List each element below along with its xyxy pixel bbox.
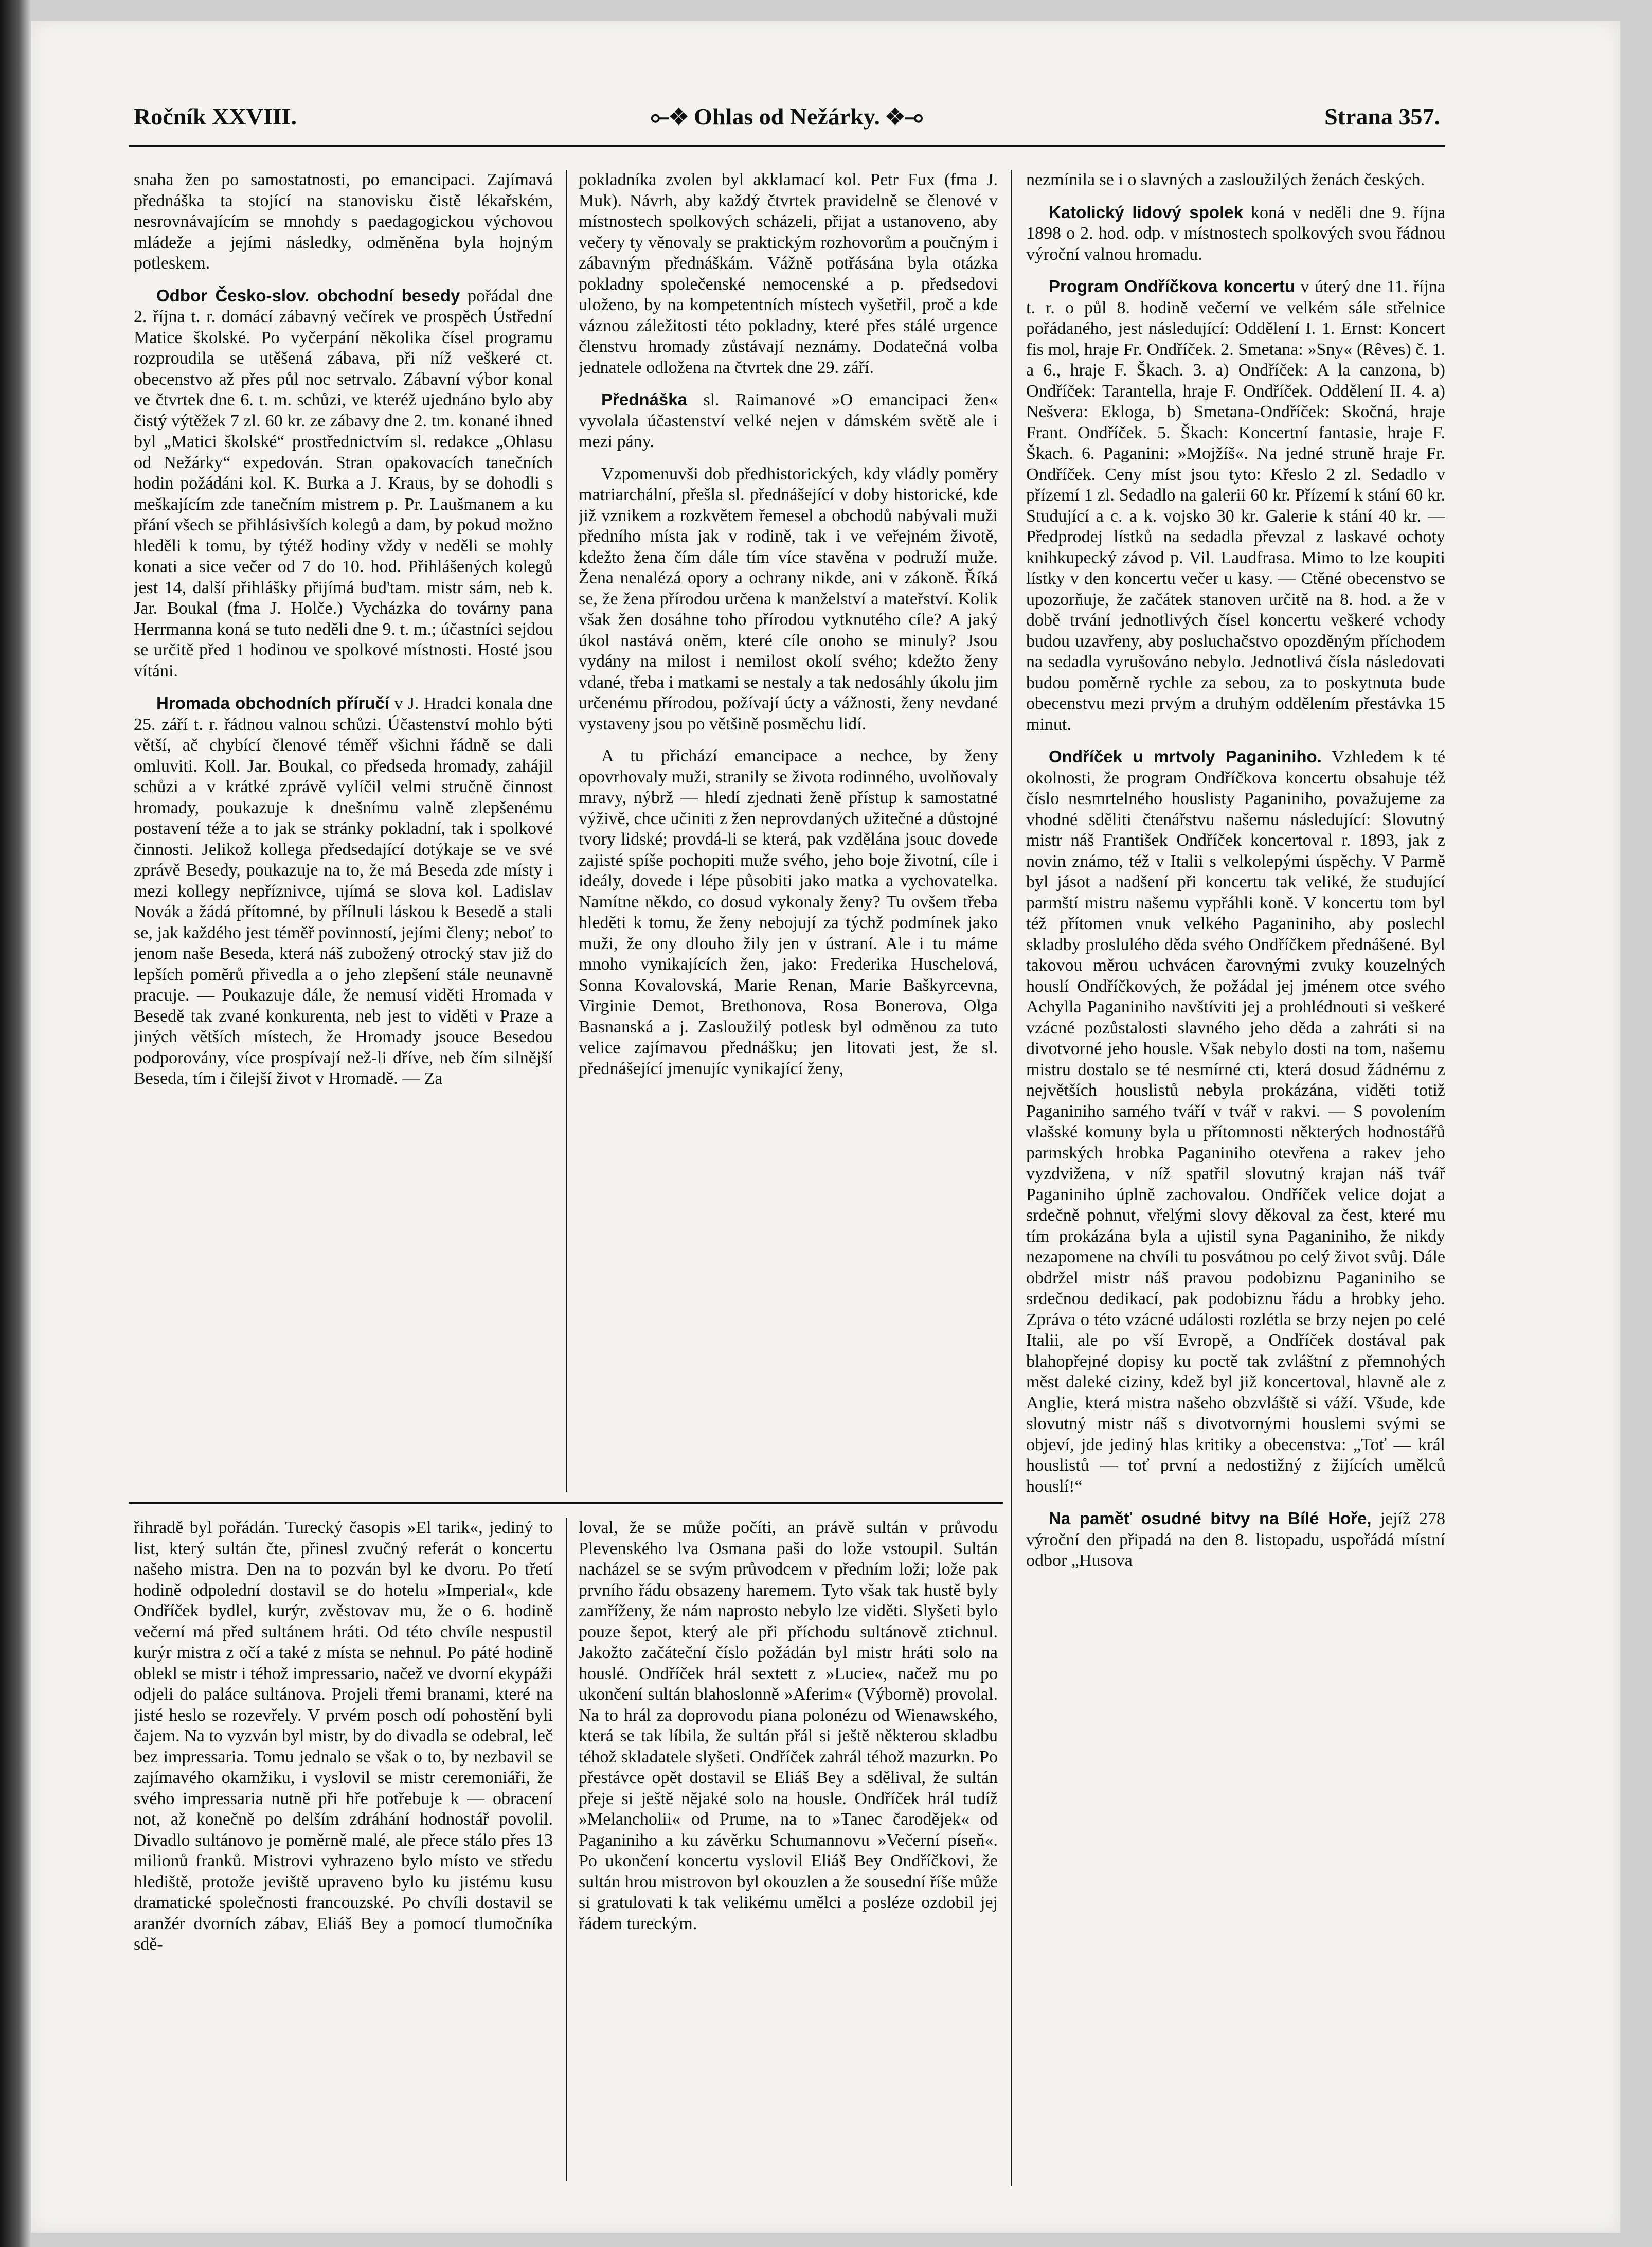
article-text: pokladníka zvolen byl akklamací kol. Petr Fux (fma J. Muk). Návrh, aby každý čtvrtek pravidelně se členové v místnostech spolkových scházeli, přijat a ustanoveno, aby večery ty věnovaly se praktickým rozhovorům a poučným i zábavným přednáškám. Vážně potřásána byla otázka pokladny společenské nemocenské a p. předsedovi uloženo, by na kompetentních místech vyšetřil, proč a kde váznou záležitosti této pokladny, které přes stálé urgence členstvu hromady zůstávají neznámy. Dodatečná volba jednatele odložena na čtvrtek dne 29. září. — [579, 170, 998, 377]
column-divider-2 — [1011, 170, 1012, 2186]
column-divider-1 — [566, 170, 567, 1492]
article-paragraph — [134, 1518, 553, 1955]
bottom-column-1 — [134, 1518, 553, 2181]
article-heading: Hromada obchodních příručí — [156, 693, 389, 712]
page-spine — [0, 0, 31, 2247]
volume-label: Ročník XXVIII. — [134, 103, 297, 130]
ornament-right-icon: ❖⊸ — [879, 103, 924, 130]
article-paragraph — [1026, 276, 1445, 735]
column-1 — [134, 170, 553, 1492]
article-text: sl. Raimanové »O emancipaci žen« vyvolala účastenství velké nejen v dámském světě ale i mezi pány. — [579, 390, 998, 451]
article-paragraph — [579, 1518, 998, 1934]
article-paragraph — [579, 464, 998, 735]
article-heading: Na paměť osudné bitvy na Bílé Hoře, — [1049, 1509, 1372, 1528]
article-text: pořádal dne 2. října t. r. domácí zábavný večírek ve prospěch Ústřední Matice školské. Po vyčerpání několika čísel programu rozproudila se utěšená zábava, při níž veškeré ct. obecenstvo až přes půl noc setrvalo. Zábavní výbor konal ve čtvrtek dne 6. t. m. schůzi, ve kteréž ujednáno bylo aby čistý výtěžek 7 zl. 60 kr. ze zábavy dne 2. tm. konané ihned byl „Matici školské“ prostřednictvím sl. redakce „Ohlasu od Nežárky“ expedován. Stran opakovacích tanečních hodin požádáni kol. K. Burka a J. Kraus, by se dohodli s meškajícím zde tanečním mistrem p. Pr. Laušmanem a ku přání všech se přihlásivších kolegů a dam, by pokud možno hleděli k tomu, by týtéž hodiny vždy v neděli se mohly konati a sice večer od 7 do 10. hod. Přihlášených kolegů jest 14, další přihlášky přijímá bud'tam. mistr sám, neb k. Jar. Boukal (fma J. Holče.) Vycházka do továrny pana Herrmanna koná se tuto neděli dne 9. t. m.; účastníci sejdou se určitě před 1 hodinou ve spolkové místnosti. Hosté jsou vítáni. — [134, 286, 553, 681]
header-rule — [129, 145, 1445, 147]
article-paragraph — [579, 170, 998, 378]
article-heading: Odbor Česko-slov. obchodní besedy — [156, 286, 460, 305]
article-paragraph — [1026, 1508, 1445, 1572]
ornament-left-icon: ⟜❖ — [650, 103, 694, 130]
newspaper-title-text: Ohlas od Nežárky. — [694, 103, 880, 130]
article-text: řihradě byl pořádán. Turecký časopis »El tarik«, jediný to list, který sultán čte, přinesl zvučný referát o koncertu našeho mistra. Den na to pozván byl ke dvoru. Po třetí hodině odpolední dostavil se do hotelu »Imperial«, kde Ondříček bydlel, kurýr, zvěstovav mu, že o 6. hodině večerní má před sultánem hráti. Od této chvíle nespustil kurýr mistra z očí a také z místa se nehnul. Po páté hodině oblekl se mistr i téhož impressario, načež ve dvorní ekypáži odjeli do paláce sultánova. Projeli třemi branami, které na jisté heslo se rozevřely. V prvém posch odí pohostění byli čajem. Na to vyzván byl mistr, by do divadla se odebral, leč bez impressaria. Tomu jednalo se však o to, by nezbavil se zajímavého okamžiku, i vyslovil se mistr ceremoniáři, že svého impressaria nutně při hře potřebuje k — obracení not, až konečně po delším zdráhání hodnostář povolil. Divadlo sultánovo je poměrně malé, ale přece stálo přes 13 milionů franků. Mistrovi vyhrazeno bylo místo ve středu hlediště, protože jeviště upraveno bylo ku jistému kusu dramatické společnosti francouzské. Po chvíli dostavil se aranžér dvorních zábav, Eliáš Bey a pomocí tlumočníka sdě- — [134, 1518, 553, 1954]
article-heading: Katolický lidový spolek — [1049, 202, 1243, 222]
column-3 — [1026, 170, 1445, 2181]
page-number: Strana 357. — [1324, 103, 1440, 130]
article-text: jejíž 278 výroční den připadá na den 8. listopadu, uspořádá místní odbor „Husova — [1026, 1509, 1445, 1570]
article-text: v úterý dne 11. října t. r. o půl 8. hodině večerní ve velkém sále střelnice pořádaného, jest následující: Oddělení I. 1. Ernst: Koncert fis mol, hraje Fr. Ondříček. 2. Smetana: »Sny« (Rêves) č. 1. a 6., hraje F. Škach. 3. a) Ondříček: A la canzona, b) Ondříček: Tarantella, hraje F. Ondříček. Oddělení II. 4. a) Nešvera: Ekloga, b) Smetana-Ondříček: Skočná, hraje Frant. Ondříček. 5. Škach: Koncertní fantasie, hraje F. Škach. 6. Paganini: »Mojžíš«. Na jedné struně hraje Fr. Ondříček. Ceny míst jsou tyto: Křeslo 2 zl. Sedadlo v přízemí 1 zl. Sedadlo na galerii 60 kr. Přízemí k stání 60 kr. Studující a c. a k. vojsko 30 kr. Galerie k stání 40 kr. — Předprodej lístků na sedadla převzal z laskavé ochoty knihkupecký závod p. Vil. Laudfrasa. Mimo to lze koupiti lístky v den koncertu večer u kasy. — Ctěné obecenstvo se upozorňuje, že začátek stanoven určitě na 8. hod. a že v době trvání jednotlivých čísel koncertu veškeré vchody budou uzavřeny, aby posluchačstvo opozděným příchodem na sedadla vyrušováno nebylo. Jednotlivá čísla následovati budou poměrně rychle za sebou, za to poskytnuta bude obecenstvu mezi prvým a druhým oddělením přestávka 15 minut. — [1026, 277, 1445, 734]
article-heading: Ondříček u mrtvoly Paganiniho. — [1049, 747, 1322, 766]
article-paragraph — [579, 389, 998, 453]
article-text: koná v neděli dne 9. října 1898 o 2. hod. odp. v místnostech spolkových svou řádnou výroční valnou hromadu. — [1026, 203, 1445, 264]
bottom-column-2 — [579, 1518, 998, 2181]
article-heading: Program Ondříčkova koncertu — [1049, 277, 1295, 296]
column-divider-3 — [566, 1518, 567, 2181]
article-text: Vzpomenuvši dob předhistorických, kdy vládly poměry matriarchální, přešla sl. přednášející v doby historické, kde již vznikem a rozkvětem řemesel a obchodů nabývali muži předního místa jak v rodině, tak i ve veřejném životě, kdežto žena čím dále tím více stavěna v podruží muže. Žena nenalézá opory a ochrany nikde, ani v zákoně. Říká se, že žena přírodou určena k manželství a mateřství. Kolik však žen dosáhne toho přírodou vytknutého cíle? A jaký úkol nastává oněm, které cíle onoho se minuly? Jsou vydány na milost i nemilost okolí svého; kdežto ženy vdané, třeba i matkami se nestaly a tak nedosáhly úkolu jim určenému přírodou, požívají úcty a vážnosti, ženy nevdané vystaveny jsou po většině posměchu lidí. — [579, 464, 998, 734]
article-text: v J. Hradci konala dne 25. září t. r. řádnou valnou schůzi. Účastenství mohlo býti větší, ač chybící členové téměř všichni řádně se dali omluviti. Koll. Jar. Boukal, co předseda hromady, zahájil schůzi a v krátké zprávě vylíčil velmi stručně činnost hromady, poukazuje k dnešnímu valně zlepšenému postavení téže a to jak se stránky pokladní, tak i spolkové činnosti. Jelikož kollega předsedající dotýkaje se ve své zprávě Besedy, poukazuje na to, že má Beseda zde místy i mezi kollegy nepříznivce, ujímá se slova kol. Ladislav Novák a žádá přítomné, by přílnuli láskou k Besedě a stali se, jak každého jest téměř povinností, jejími členy; neboť to jenom naše Beseda, která náš zubožený otrocký stav již do lepších poměrů přivedla a o jeho zlepšení stále neunavně pracuje. — Poukazuje dále, že nemusí viděti Hromada v Besedě tak zvané konkurenta, neb jest to viděti v Praze a jiných větších místech, že Hromady jsouce Besedou podporovány, více prospívají než-li dříve, neb čím silnější Beseda, tím i čilejší život v Hromadě. — Za — [134, 694, 553, 1088]
article-paragraph — [134, 170, 553, 274]
article-paragraph — [134, 286, 553, 682]
article-text: loval, že se může počíti, an právě sultán v průvodu Plevenského lva Osmana paši do lože vstoupil. Sultán nacházel se se svým průvodcem v předním loži; lože pak prvního řádu obsazeny haremem. Tyto však tak hustě byly zamříženy, že nám naprosto nebylo lze viděti. Slyšeti bylo pouze šepot, který ale při příchodu sultánově ztichnul. Jakožto začáteční číslo požádán byl mistr hráti solo na houslé. Ondříček hrál sextett z »Lucie«, načež mu po ukončení sultán blahoslonně »Aferim« (Výborně) provolal. Na to hrál za doprovodu piana polonézu od Wienawského, která se tak líbila, že sultán přál si ještě některou skladbu téhož skladatele slyšeti. Ondříček zahrál téhož mazurkn. Po přestávce opět dostavil se Eliáš Bey a sdělival, že sultán přeje si ještě nějaké solo na housle. Ondříček hrál tudíž »Melancholii« od Prume, na to »Tanec čarodějek« od Paganiniho a ku závěrku Schumannovu »Večerní píseň«. Po ukončení koncertu vyslovil Eliáš Bey Ondříčkovi, že sultán hrou mistrovon byl okouzlen a že sousední říše může si gratulovati k tak velikému umělci a posléze ozdobil jej řádem tureckým. — [579, 1518, 998, 1933]
article-text: nezmínila se i o slavných a zasloužilých ženách českých. — [1026, 170, 1425, 189]
article-paragraph — [579, 746, 998, 1079]
newspaper-title — [134, 103, 1440, 131]
article-text: Vzhledem k té okolnosti, že program Ondříčkova koncertu obsahuje též číslo nesmrtelného houslisty Paganiniho, považujeme za vhodné sděliti čtenářstvu našemu následující: Slovutný mistr náš František Ondříček koncertoval r. 1893, jak z novin známo, též v Italii s velkolepými úspěchy. V Parmě byl jásot a nadšení při koncertu tak veliké, že studující parmští mistru našemu vypřáhli koně. V koncertu tom byl též přítomen vnuk velkého Paganiniho, aby poslechl skladby proslulého děda svého Ondříčkem přednášené. Byl takovou měrou uchvácen čarovnými zvuky kouzelných houslí Ondříčkových, že požádal jej jménem otce svého Achylla Paganiniho navštíviti jej a prohlédnouti si veškeré vzácné pozůstalosti slavného jeho děda a zahráti si na divotvorné jeho housle. Však nebylo dosti na tom, našemu mistru dostalo se té nesmírné cti, která dosud žádnému z největších houslistů nebyla prokázána, viděti totiž Paganiniho samého tváří v tvář v rakvi. — S povolením vlašské komuny byla u přítomnosti některých hodnostářů parmských hrobka Paganiniho otevřena a rakev jeho vyzdvižena, v níž spatřil slovutný krajan náš tvář Paganiniho úplně zachovalou. Ondříček velice dojat a srdečně pohnut, vřelými slovy děkoval za čest, které mu tím prokázána byla a ujistil syna Paganiniho, že nikdy nezapomene na chvíli tu posvátnou po celý život svůj. Dále obdržel mistr náš pravou podobiznu Paganiniho se srdečnou dedikací, pak podobiznu řádu a hrobky jeho. Zpráva o této vzácné události rozlétla se brzy nejen po celé Italii, ale po vší Evropě, a Ondříček dostával pak blahopřejné dopisy ku poctě tak zvláštní z přemnohých měst daleké ciziny, kdež byl již koncertoval, hlavně ale z Anglie, která mistra našeho obzvláště si váží. Všude, kde slovutný mistr náš s divotvornými houslemi svými se objeví, jde jediný hlas kritiky a obecenstva: „Toť — král houslistů — toť první a nedostižný z žijících umělců houslí!“ — [1026, 747, 1445, 1496]
article-text: A tu přichází emancipace a nechce, by ženy opovrhovaly muži, stranily se života rodinného, uvolňovaly mravy, nýbrž — hledí zjednati ženě přístup k samostatné výživě, chce učiniti z žen neprovdaných užitečné a důstojné tvory lidské; provdá-li se která, pak vzdělána jsouc dovede zajisté spíše pochopiti muže svého, jeho boje životní, cíle i ideály, dovede i lépe působiti jako matka a vychovatelka. Namítne někdo, co dosud vykonaly ženy? Tu ovšem třeba hleděti k tomu, že ženy nebojují za týchž podmínek jako muži, že ony dlouho žily jen v ústraní. Ale i tu máme mnoho vynikajících žen, jako: Frederika Huschelová, Sonna Kovalovská, Marie Renan, Marie Baškyrcevna, Virginie Demot, Brethonova, Rosa Bonerova, Olga Basnanská a j. Zasloužilý potlesk byl odměnou za tuto velice zajímavou přednášku; jen litovati jest, že sl. přednášející jmenujíc vynikající ženy, — [579, 746, 998, 1078]
page-header — [134, 103, 1440, 139]
column-2 — [579, 170, 998, 1492]
article-paragraph — [1026, 202, 1445, 265]
section-separator — [129, 1502, 1003, 1504]
article-paragraph — [134, 693, 553, 1090]
article-text: snaha žen po samostatnosti, po emancipaci. Zajímavá přednáška ta stojící na stanovisku čistě lékařském, nesrovnávajícím se mnohdy s paedagogickou výchovou mládeže a jejími následky, odměněna byla hojným potleskem. — [134, 170, 553, 273]
article-paragraph — [1026, 170, 1445, 191]
article-heading: Přednáška — [601, 390, 687, 409]
article-paragraph — [1026, 746, 1445, 1497]
